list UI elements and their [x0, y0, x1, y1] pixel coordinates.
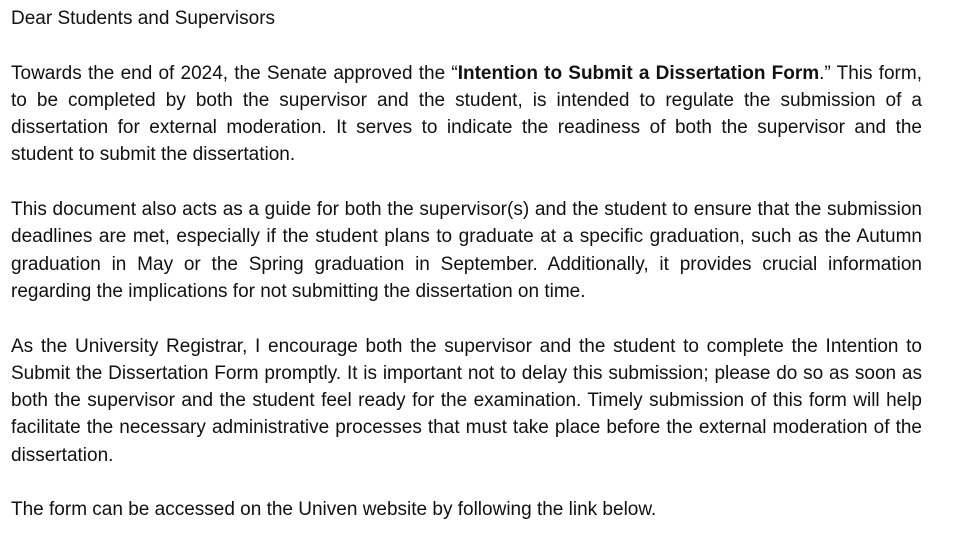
form-name-emphasis: Intention to Submit a Dissertation Form — [457, 62, 820, 84]
salutation: Dear Students and Supervisors — [11, 8, 276, 29]
paragraph-senate-approval-lead: Towards the end of 2024, the Senate approved the “ — [11, 62, 458, 84]
letter-body — [11, 5, 922, 524]
paragraph-senate-approval — [11, 60, 922, 169]
paragraph-guide: This document also acts as a guide for both the supervisor(s) and the student to ensure that the submission deadlines are met, especially if the student plans to graduate at a specific graduation, such as the Autumn graduation in May or the Spring graduation in September. Additionally, it provides crucial information regarding the implications for not submitting the dissertation on time. — [11, 199, 922, 302]
paragraph-registrar: As the University Registrar, I encourage both the supervisor and the student to complete the Intention to Submit the Dissertation Form promptly. It is important not to delay this submission; please do so as soon as both the supervisor and the student feel ready for the examination. Timely submission of this form will help facilitate the necessary administrative processes that must take place before the external moderation of the dissertation. — [11, 335, 922, 466]
paragraph-senate-approval-rest: .” This form, to be completed by both the supervisor and the student, is intended to regulate the submission of a dissertation for external moderation. It serves to indicate the readiness of both the supervisor and the student to submit the dissertation. — [11, 62, 922, 166]
paragraph-form-access: The form can be accessed on the Univen website by following the link below. — [11, 499, 657, 521]
